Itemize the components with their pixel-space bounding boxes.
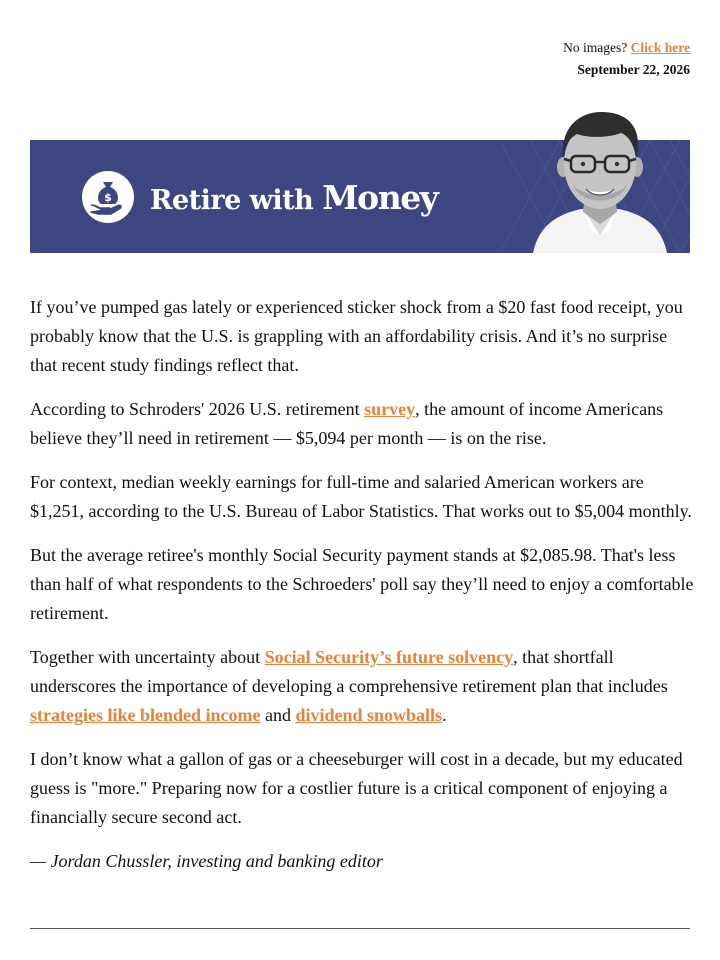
paragraph-5	[30, 643, 694, 730]
logo-text-money: Money	[322, 178, 438, 217]
paragraph-1: If you’ve pumped gas lately or experienced sticker shock from a $20 fast food receipt, you probably know that the U.S. is grappling with an affordability crisis. And it’s no surprise that recent study findings reflect that.	[30, 297, 683, 375]
paragraph-2-text-b: , the amount of income Americans believe they’ll need in retirement — $5,094 per month — is on the rise.	[30, 399, 664, 448]
header-banner	[30, 140, 690, 253]
preheader	[563, 37, 690, 81]
paragraph-5-text-a: Together with uncertainty about	[30, 647, 265, 667]
author-signature: — Jordan Chussler, investing and banking editor	[30, 851, 383, 871]
click-here-link[interactable]: Click here	[630, 40, 690, 55]
newsletter-date: September 22, 2026	[577, 62, 690, 77]
newsletter-logo	[150, 178, 437, 217]
paragraph-6: I don’t know what a gallon of gas or a cheeseburger will cost in a decade, but my educated guess is "more." Preparing now for a costlier future is a critical component of enjoying a financially secure second act.	[30, 749, 683, 827]
paragraph-5-text-d: .	[442, 705, 447, 725]
paragraph-5-text-c: and	[260, 705, 296, 725]
svg-text:$: $	[104, 191, 112, 204]
footer-divider	[30, 928, 690, 929]
no-images-text: No images?	[563, 40, 628, 55]
article-body	[30, 293, 694, 891]
no-images-line	[563, 37, 690, 59]
paragraph-3: For context, median weekly earnings for full-time and salaried American workers are $1,251, according to the U.S. Bureau of Labor Statistics. That works out to $5,004 monthly.	[30, 472, 692, 521]
dividend-snowballs-link[interactable]: dividend snowballs	[295, 705, 443, 725]
paragraph-5-text-b: , that shortfall underscores the importance of developing a comprehensive retirement plan that includes	[30, 647, 668, 696]
survey-link[interactable]: survey	[364, 399, 416, 419]
blended-income-link[interactable]: strategies like blended income	[30, 705, 261, 725]
social-security-solvency-link[interactable]: Social Security’s future solvency	[264, 647, 514, 667]
paragraph-4: But the average retiree's monthly Social Security payment stands at $2,085.98. That's less than half of what respondents to the Schroeders' poll say they’ll need to enjoy a comfortable retirement.	[30, 545, 694, 623]
paragraph-2	[30, 395, 694, 453]
logo-text-retire: Retire with	[150, 185, 323, 216]
paragraph-2-text-a: According to Schroders' 2026 U.S. retirement	[30, 399, 365, 419]
editor-portrait	[525, 112, 675, 253]
money-bag-hand-icon	[82, 171, 134, 223]
